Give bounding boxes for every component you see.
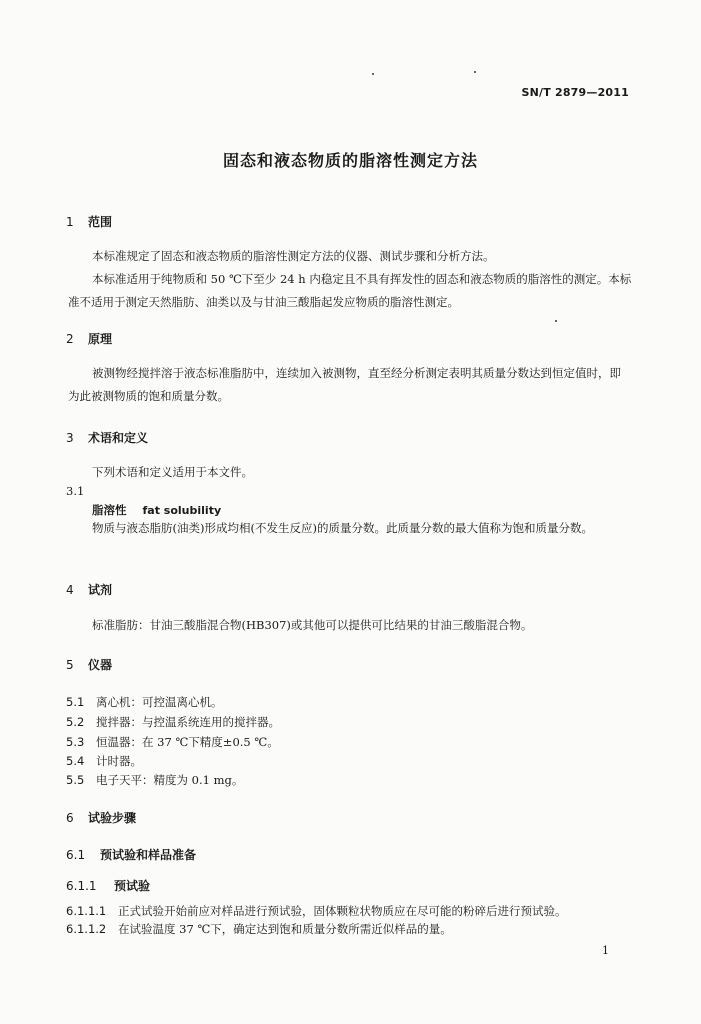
section-number: 6 [66,811,74,825]
term-number: 3.1 [66,484,85,498]
term-heading [92,502,221,518]
term-english: fat solubility [142,504,222,517]
list-item [66,734,279,750]
item-number: 5.4 [66,754,85,768]
section-title: 范围 [88,215,113,229]
section-title: 试剂 [88,583,113,597]
list-item [66,694,223,710]
section-6-heading [66,809,136,826]
section-number: 4 [66,583,74,597]
section-title: 预试验 [114,879,151,893]
item-number: 5.5 [66,773,85,787]
page-number: 1 [602,944,609,957]
item-text: 搅拌器：与控温系统连用的搅拌器。 [96,715,280,729]
item-text: 计时器。 [96,754,142,768]
list-item [66,772,243,788]
item-number: 6.1.1.1 [66,904,107,918]
section-title: 术语和定义 [88,431,149,445]
subsection-6-1-heading [66,846,196,863]
scan-speck [474,71,476,73]
section-title: 仪器 [88,658,113,672]
term-definition: 物质与液态脂肪(油类)形成均相(不发生反应)的质量分数。此质量分数的最大值称为饱和质量分数。 [92,521,593,535]
section-number: 6.1.1 [66,879,97,893]
scan-speck [372,73,374,75]
section-1-paragraph-2: 本标准适用于纯物质和 50 ℃下至少 24 h 内稳定且不具有挥发性的固态和液态物质的脂溶性的测定。本标准不适用于测定天然脂肪、油类以及与甘油三酸脂起发应物质的脂溶性测定。 [68,272,632,309]
scan-speck [555,320,557,322]
section-number: 3 [66,431,74,445]
subsection-6-1-1-heading [66,877,150,894]
item-text: 离心机：可控温离心机。 [96,695,223,709]
item-number: 5.3 [66,735,85,749]
item-text: 在试验温度 37 ℃下，确定达到饱和质量分数所需近似样品的量。 [118,922,452,936]
item-text: 电子天平：精度为 0.1 mg。 [96,773,244,787]
section-1-heading [66,213,112,230]
list-item [66,714,280,730]
section-4-paragraph-1: 标准脂肪：甘油三酸脂混合物(HB307)或其他可以提供可比结果的甘油三酸脂混合物。 [92,618,533,632]
section-4-heading [66,581,112,598]
section-5-heading [66,656,112,673]
section-2-heading [66,330,112,347]
section-title: 原理 [88,332,113,346]
section-number: 1 [66,215,74,229]
section-number: 5 [66,658,74,672]
item-number: 6.1.1.2 [66,922,107,936]
standard-code: SN/T 2879—2011 [521,86,629,99]
section-3-heading [66,429,148,446]
item-text: 恒温器：在 37 ℃下精度±0.5 ℃。 [96,735,279,749]
section-3-paragraph-1: 下列术语和定义适用于本文件。 [92,465,253,479]
item-number: 5.2 [66,715,85,729]
section-title: 试验步骤 [88,811,137,825]
document-title: 固态和液态物质的脂溶性测定方法 [222,151,478,170]
term-chinese: 脂溶性 [92,503,127,517]
section-number: 2 [66,332,74,346]
item-number: 5.1 [66,695,85,709]
item-text: 正式试验开始前应对样品进行预试验，固体颗粒状物质应在尽可能的粉碎后进行预试验。 [118,904,567,918]
list-item [66,903,567,919]
section-title: 预试验和样品准备 [100,848,197,862]
section-number: 6.1 [66,848,86,862]
section-2-paragraph-1: 被测物经搅拌溶于液态标准脂肪中，连续加入被测物，直至经分析测定表明其质量分数达到恒定值时，即为此被测物质的饱和质量分数。 [68,366,621,403]
list-item [66,753,142,769]
list-item [66,921,452,937]
section-1-paragraph-1: 本标准规定了固态和液态物质的脂溶性测定方法的仪器、测试步骤和分析方法。 [92,249,495,263]
